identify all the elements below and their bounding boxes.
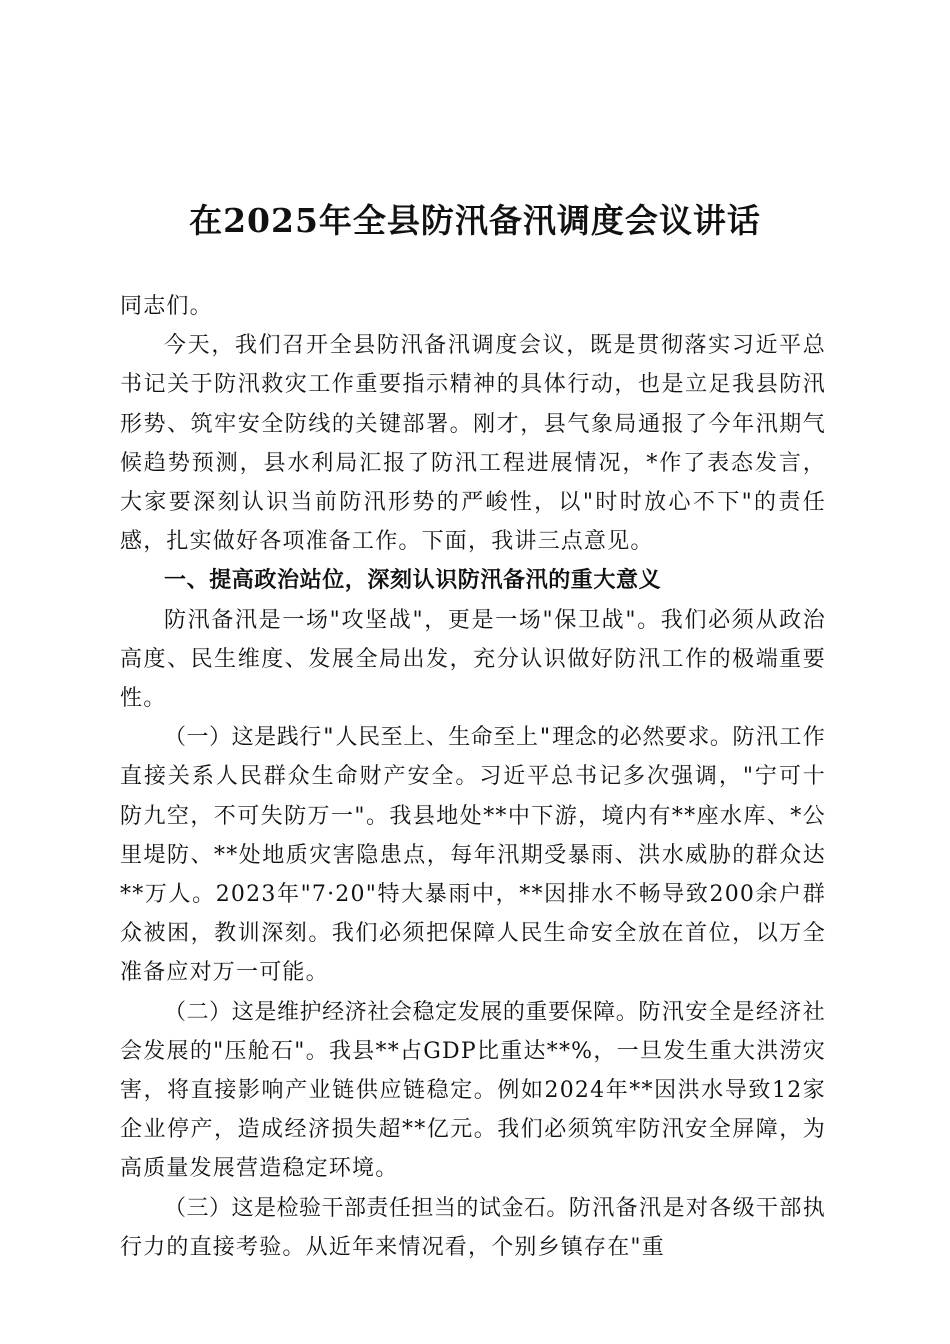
document-title: 在2025年全县防汛备汛调度会议讲话 xyxy=(189,201,761,240)
subsection-2-lead: （二）这是维护经济社会稳定发展的重要保障。 xyxy=(164,999,639,1025)
subsection-2-paragraph xyxy=(120,993,826,1189)
section-1-heading: 一、提高政治站位，深刻认识防汛备汛的重大意义 xyxy=(164,568,662,594)
subsection-3-paragraph xyxy=(120,1189,826,1267)
intro-paragraph: 今天，我们召开全县防汛备汛调度会议，既是贯彻落实习近平总书记关于防汛救灾工作重要指示精神的具体行动，也是立足我县防汛形势、筑牢安全防线的关键部署。刚才，县气象局通报了今年汛期气候趋势预测，县水利局汇报了防汛工程进展情况，*作了表态发言，大家要深刻认识当前防汛形势的严峻性，以"时时放心不下"的责任感，扎实做好各项准备工作。下面，我讲三点意见。 xyxy=(120,333,826,555)
document-body xyxy=(120,287,826,1267)
salutation: 同志们。 xyxy=(120,294,213,319)
subsection-1-text: 防汛工作直接关系人民群众生命财产安全。习近平总书记多次强调，"宁可十防九空，不可失防万一"。我县地处**中下游，境内有**座水库、*公里堤防、**处地质灾害隐患点，每年汛期受暴雨、洪水威胁的群众达**万人。2023年"7·20"特大暴雨中，**因排水不畅导致200余户群众被困，教训深刻。我们必须把保障人民生命安全放在首位，以万全准备应对万一可能。 xyxy=(120,725,826,986)
subsection-3-lead: （三）这是检验干部责任担当的试金石。 xyxy=(164,1195,569,1221)
subsection-1-paragraph xyxy=(120,718,826,992)
subsection-2-text: 防汛安全是经济社会发展的"压舱石"。我县**占GDP比重达**%，一旦发生重大洪涝灾害，将直接影响产业链供应链稳定。例如2024年**因洪水导致12家企业停产，造成经济损失超**亿元。我们必须筑牢防汛安全屏障，为高质量发展营造稳定环境。 xyxy=(120,999,826,1182)
section-1-intro: 防汛备汛是一场"攻坚战"，更是一场"保卫战"。我们必须从政治高度、民生维度、发展全局出发，充分认识做好防汛工作的极端重要性。 xyxy=(120,607,826,712)
subsection-3-text: 防汛备汛是对各级干部执行力的直接考验。从近年来情况看，个别乡镇存在"重 xyxy=(120,1195,827,1260)
subsection-1-lead: （一）这是践行"人民至上、生命至上"理念的必然要求。 xyxy=(164,725,733,751)
